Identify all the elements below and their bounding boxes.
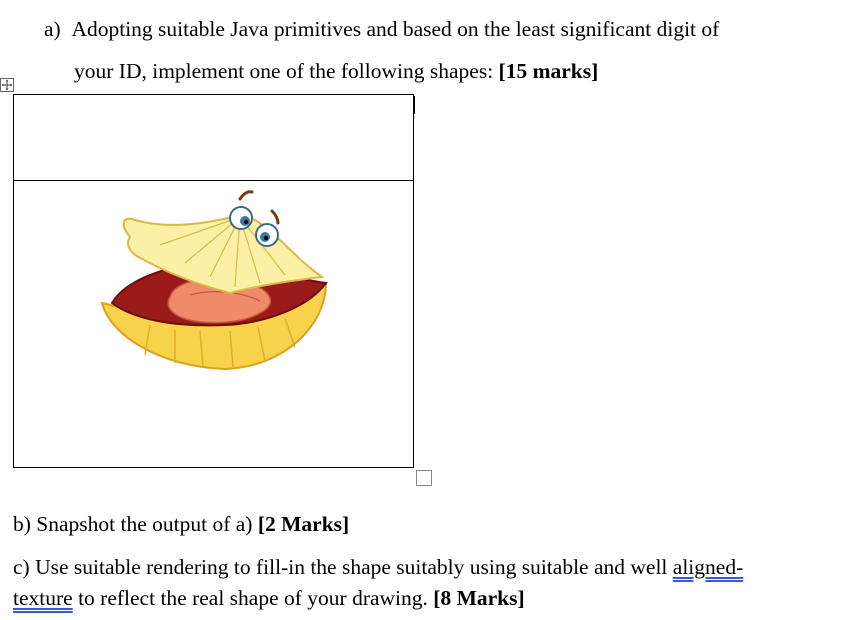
part-a-line-1: [44, 16, 719, 42]
text-cursor: [414, 96, 415, 114]
table-row-divider: [14, 180, 413, 181]
part-a-label: a): [44, 17, 61, 41]
part-c-texture-word: texture: [13, 586, 73, 610]
part-c-marks: [8 Marks]: [433, 586, 525, 610]
part-c-text-1: c) Use suitable rendering to fill-in the shape suitably using suitable and well: [13, 555, 673, 579]
part-c-line-2: [13, 585, 525, 611]
part-a-marks: [15 marks]: [498, 59, 599, 83]
part-a-text-2: your ID, implement one of the following shapes:: [74, 59, 499, 83]
table-move-icon[interactable]: [0, 78, 14, 92]
part-b-text: b) Snapshot the output of a): [13, 512, 258, 536]
part-c-text-2: to reflect the real shape of your drawing.: [72, 586, 434, 610]
part-c-aligned-word: aligned-: [672, 555, 744, 579]
clam-image: [90, 185, 330, 375]
part-a-text-1: Adopting suitable Java primitives and based on the least significant digit of: [71, 17, 720, 41]
part-b-line: [13, 511, 349, 537]
part-c-line-1: [13, 554, 743, 580]
part-a-line-2: [74, 58, 598, 84]
table-resize-icon[interactable]: [416, 470, 432, 486]
part-b-marks: [2 Marks]: [257, 512, 350, 536]
